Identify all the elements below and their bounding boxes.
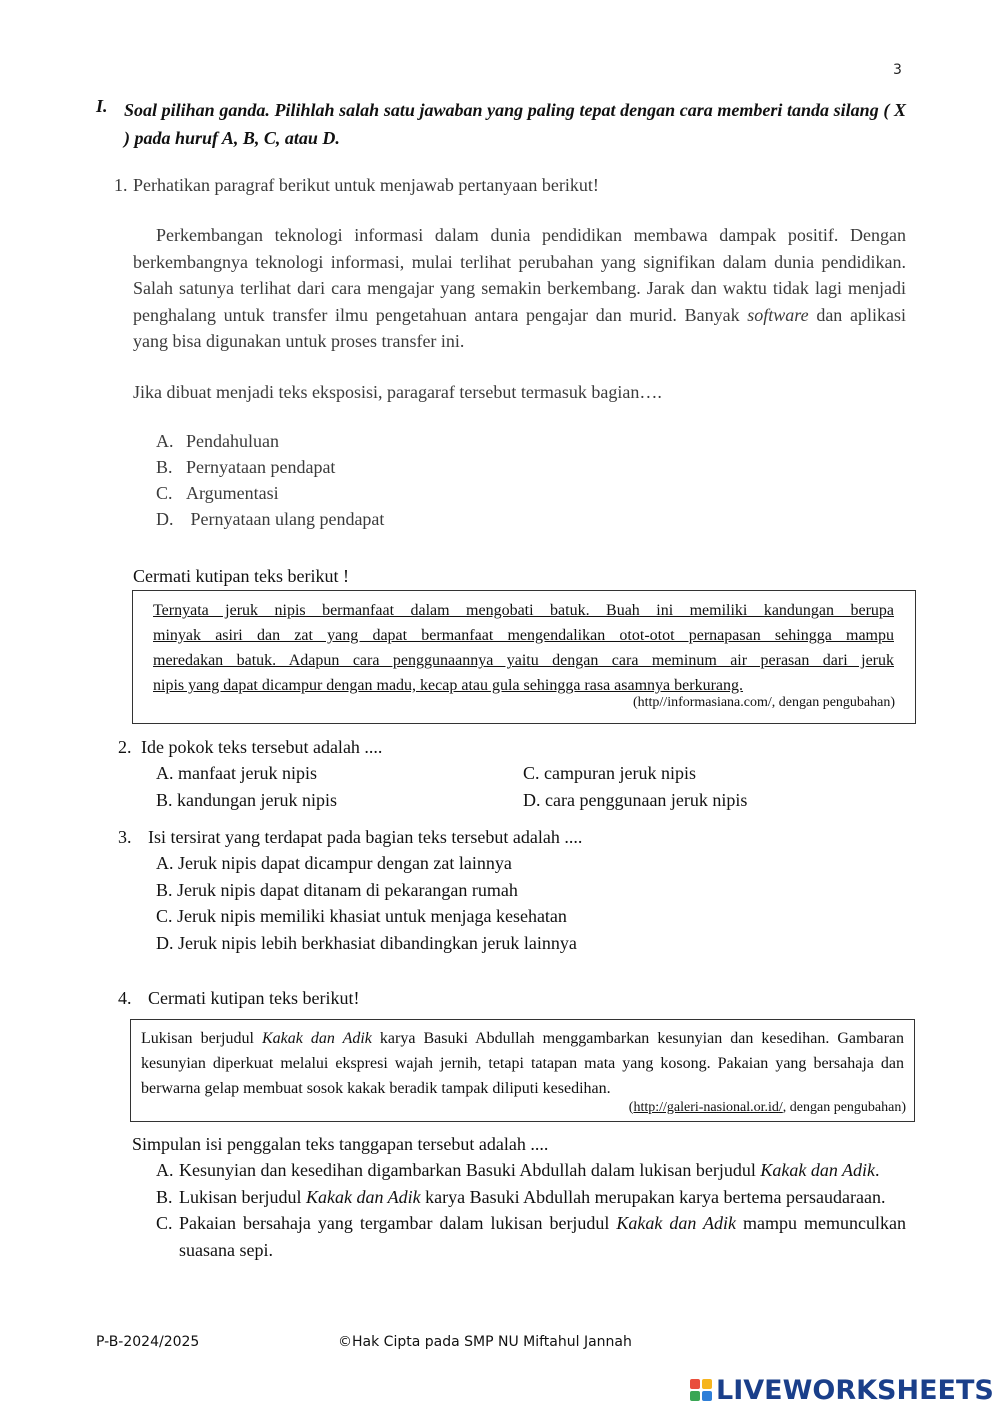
option-text: campuran jeruk nipis bbox=[544, 763, 696, 783]
q2-question: Ide pokok teks tersebut adalah .... bbox=[141, 737, 383, 757]
option-text: kandungan jeruk nipis bbox=[177, 790, 337, 810]
excerpt1-source: (http//informasiana.com/, dengan pengubahan) bbox=[632, 695, 895, 710]
q1-paragraph-italic: software bbox=[747, 304, 809, 325]
option-text-2: . bbox=[875, 1160, 880, 1180]
option-letter: D. bbox=[156, 932, 174, 953]
option-letter: A. bbox=[156, 853, 174, 873]
q2-number: 2. bbox=[118, 737, 132, 757]
option-text bbox=[179, 1157, 906, 1184]
option-text: Pernyataan ulang pendapat bbox=[186, 509, 385, 529]
excerpt2-text-2: karya Basuki Abdullah menggambarkan kesunyian dan kesedihan. Gambaran kesunyian diperkuat melalui ekspresi wajah jernih, tetapi tatapan mata yang kosong. Pakaian yang bersahaja dan berwarna gelap membuat sosok kakak beradik tampak diliputi kesedihan. bbox=[141, 1030, 904, 1097]
excerpt1-line: nipis yang dapat dicampur dengan madu, kecap atau gula sehingga rasa asamnya berkurang. bbox=[153, 677, 744, 694]
q2-option-d[interactable] bbox=[523, 787, 747, 814]
q4-option-b[interactable] bbox=[156, 1184, 906, 1211]
q4-number: 4. bbox=[118, 988, 132, 1008]
option-letter: B. bbox=[156, 457, 173, 477]
option-italic: Kakak dan Adik bbox=[616, 1213, 737, 1233]
option-text: cara penggunaan jeruk nipis bbox=[545, 790, 748, 810]
option-italic: Kakak dan Adik bbox=[305, 1186, 421, 1207]
option-letter: D. bbox=[156, 509, 174, 529]
excerpt1-line: meredakan batuk. Adapun cara penggunaannya yaitu dengan cara meminum air perasan dari jeruk bbox=[153, 652, 894, 669]
source-paren: ( bbox=[628, 1100, 634, 1115]
q1-question: Jika dibuat menjadi teks eksposisi, paragaraf tersebut termasuk bagian…. bbox=[133, 382, 662, 402]
source-link[interactable]: http://galeri-nasional.or.id/ bbox=[633, 1100, 783, 1115]
q1-option-a[interactable] bbox=[156, 428, 384, 454]
excerpt1-line: minyak asiri dan zat yang dapat bermanfaat mengendalikan otot-otot pernapasan sehingga mampu bbox=[153, 627, 894, 644]
q3-question: Isi tersirat yang terdapat pada bagian teks tersebut adalah .... bbox=[148, 827, 583, 847]
option-text bbox=[179, 1210, 906, 1263]
logo-square-2 bbox=[702, 1379, 712, 1389]
option-letter: B. bbox=[156, 790, 173, 810]
option-letter: C. bbox=[523, 763, 540, 783]
option-text: manfaat jeruk nipis bbox=[178, 763, 317, 783]
option-letter: A. bbox=[156, 431, 174, 451]
section-number: I. bbox=[96, 96, 108, 116]
option-text-1: Lukisan berjudul bbox=[179, 1186, 306, 1207]
q2-option-a[interactable] bbox=[156, 760, 317, 787]
option-text: Jeruk nipis memiliki khasiat untuk menjaga kesehatan bbox=[177, 906, 567, 926]
q1-option-b[interactable] bbox=[156, 454, 384, 480]
excerpt2-source bbox=[629, 1100, 906, 1116]
option-text: Jeruk nipis dapat ditanam di pekarangan rumah bbox=[177, 879, 518, 900]
excerpt2-italic: Kakak dan Adik bbox=[261, 1030, 372, 1047]
q3-option-b[interactable] bbox=[156, 877, 577, 904]
excerpt2-text-1: Lukisan berjudul bbox=[141, 1030, 262, 1047]
q1-prompt: Perhatikan paragraf berikut untuk menjawab pertanyaan berikut! bbox=[133, 175, 599, 195]
q4-option-a[interactable] bbox=[156, 1157, 906, 1184]
q1-paragraph bbox=[133, 222, 906, 355]
option-text: Jeruk nipis lebih berkhasiat dibandingkan jeruk lainnya bbox=[178, 932, 577, 953]
option-letter: C. bbox=[156, 1213, 173, 1233]
option-letter: C. bbox=[156, 483, 173, 503]
section-instruction: Soal pilihan ganda. Pilihlah salah satu jawaban yang paling tepat dengan cara memberi tanda silang ( X ) pada huruf A, B, C, atau D. bbox=[124, 100, 906, 148]
option-text: Pendahuluan bbox=[186, 431, 279, 451]
option-text bbox=[179, 1184, 906, 1211]
option-letter: A. bbox=[156, 763, 174, 783]
q1-paragraph-text-2: dan aplikasi yang bisa digunakan untuk proses transfer ini. bbox=[133, 304, 906, 351]
q1-option-d[interactable] bbox=[156, 506, 384, 532]
q1-options bbox=[156, 428, 384, 532]
liveworksheets-icon bbox=[690, 1379, 712, 1401]
option-text-2: karya Basuki Abdullah merupakan karya bertema persaudaraan. bbox=[420, 1186, 886, 1207]
liveworksheets-logo bbox=[690, 1374, 994, 1406]
q4-option-c[interactable] bbox=[156, 1210, 906, 1263]
q3-option-d[interactable] bbox=[156, 930, 577, 957]
option-text: Argumentasi bbox=[186, 483, 279, 503]
q1-paragraph-text-1: Perkembangan teknologi informasi dalam dunia pendidikan membawa dampak positif. Dengan berkembangnya teknologi informasi, mulai terlihat perubahan yang signifikan dalam dunia pendidikan. Salah satunya terlihat dari cara mengajar yang semakin berkembang. Jarak dan waktu tidak lagi menjadi penghalang untuk transfer ilmu pengetahuan antara pengajar dan murid. Banyak bbox=[133, 225, 906, 325]
footer-code: P-B-2024/2025 bbox=[96, 1334, 200, 1350]
option-text-2: mampu memunculkan suasana sepi. bbox=[179, 1213, 906, 1260]
option-letter: C. bbox=[156, 906, 173, 926]
option-letter: D. bbox=[523, 790, 541, 810]
option-letter: B. bbox=[156, 879, 173, 900]
logo-square-1 bbox=[690, 1379, 700, 1389]
q4-prompt: Cermati kutipan teks berikut! bbox=[148, 988, 360, 1008]
option-letter: B. bbox=[156, 1186, 173, 1207]
option-text-1: Kesunyian dan kesedihan digambarkan Basuki Abdullah dalam lukisan berjudul bbox=[179, 1160, 761, 1180]
logo-square-4 bbox=[702, 1391, 712, 1401]
q2-option-c[interactable] bbox=[523, 760, 696, 787]
option-text: Jeruk nipis dapat dicampur dengan zat lainnya bbox=[178, 853, 512, 873]
option-text: Pernyataan pendapat bbox=[186, 457, 336, 477]
footer-copyright: ©Hak Cipta pada SMP NU Miftahul Jannah bbox=[338, 1334, 632, 1350]
option-italic: Kakak dan Adik bbox=[760, 1160, 876, 1180]
q3-number: 3. bbox=[118, 827, 132, 847]
page-number: 3 bbox=[893, 62, 902, 78]
excerpt2-text bbox=[141, 1026, 904, 1101]
option-text-1: Pakaian bersahaja yang tergambar dalam lukisan berjudul bbox=[179, 1213, 617, 1233]
q1-number: 1. bbox=[114, 175, 128, 195]
q3-option-c[interactable] bbox=[156, 903, 577, 930]
option-letter: A. bbox=[156, 1160, 174, 1180]
logo-square-3 bbox=[690, 1391, 700, 1401]
q3-options bbox=[156, 850, 577, 956]
excerpt1-box bbox=[132, 590, 916, 724]
q1-option-c[interactable] bbox=[156, 480, 384, 506]
q4-question: Simpulan isi penggalan teks tanggapan tersebut adalah .... bbox=[132, 1134, 549, 1154]
q4-options bbox=[156, 1157, 906, 1263]
excerpt1-line: Ternyata jeruk nipis bermanfaat dalam mengobati batuk. Buah ini memiliki kandungan berupa bbox=[153, 602, 894, 619]
q2-option-b[interactable] bbox=[156, 787, 337, 814]
q3-option-a[interactable] bbox=[156, 850, 577, 877]
liveworksheets-text: LIVEWORKSHEETS bbox=[716, 1374, 994, 1406]
excerpt1-text bbox=[153, 598, 894, 698]
source-rest: , dengan pengubahan) bbox=[782, 1100, 906, 1115]
excerpt1-intro: Cermati kutipan teks berikut ! bbox=[133, 566, 349, 586]
excerpt2-box bbox=[130, 1019, 915, 1122]
